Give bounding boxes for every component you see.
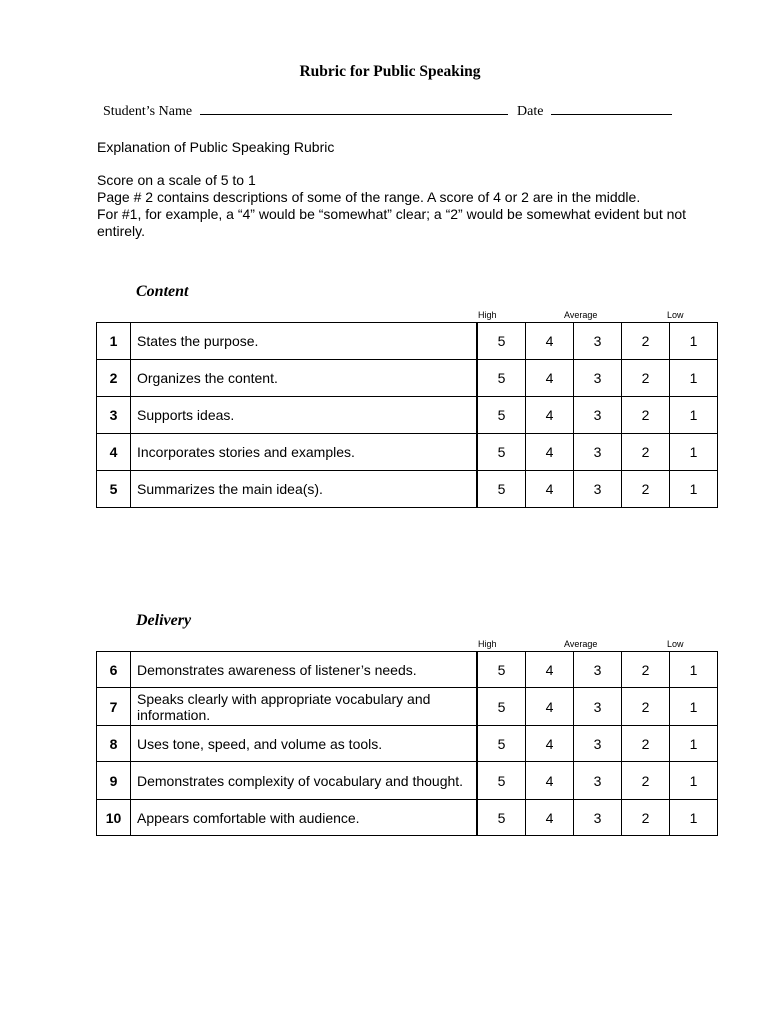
- scale-label-average: Average: [564, 639, 598, 649]
- row-number: 6: [97, 652, 131, 688]
- score-cell[interactable]: 4: [526, 397, 574, 434]
- row-number: 2: [97, 360, 131, 397]
- score-cell[interactable]: 4: [526, 471, 574, 508]
- score-cell[interactable]: 1: [670, 726, 718, 762]
- score-cell[interactable]: 1: [670, 360, 718, 397]
- student-name-field[interactable]: [200, 102, 508, 115]
- score-cell[interactable]: 5: [477, 652, 526, 688]
- score-cell[interactable]: 4: [526, 726, 574, 762]
- intro-line: Score on a scale of 5 to 1: [97, 172, 256, 188]
- row-number: 3: [97, 397, 131, 434]
- score-cell[interactable]: 3: [574, 471, 622, 508]
- score-cell[interactable]: 5: [477, 434, 526, 471]
- scale-label-high: High: [478, 310, 497, 320]
- student-info-line: [103, 102, 672, 120]
- score-cell[interactable]: 3: [574, 360, 622, 397]
- scale-header: [463, 639, 701, 651]
- score-cell[interactable]: 5: [477, 323, 526, 360]
- table-row: [97, 652, 718, 688]
- score-cell[interactable]: 1: [670, 323, 718, 360]
- row-number: 4: [97, 434, 131, 471]
- date-field[interactable]: [551, 102, 672, 115]
- score-cell[interactable]: 1: [670, 800, 718, 836]
- score-cell[interactable]: 5: [477, 397, 526, 434]
- score-cell[interactable]: 4: [526, 800, 574, 836]
- table-row: [97, 471, 718, 508]
- score-cell[interactable]: 5: [477, 800, 526, 836]
- row-number: 1: [97, 323, 131, 360]
- row-number: 7: [97, 688, 131, 726]
- score-cell[interactable]: 2: [622, 397, 670, 434]
- criterion-text: Demonstrates awareness of listener’s needs.: [131, 652, 478, 688]
- score-cell[interactable]: 2: [622, 434, 670, 471]
- score-cell[interactable]: 3: [574, 652, 622, 688]
- table-row: [97, 688, 718, 726]
- score-cell[interactable]: 1: [670, 397, 718, 434]
- score-cell[interactable]: 2: [622, 688, 670, 726]
- score-cell[interactable]: 3: [574, 762, 622, 800]
- date-label: Date: [517, 104, 544, 119]
- score-cell[interactable]: 5: [477, 726, 526, 762]
- scale-label-low: Low: [667, 639, 684, 649]
- scale-label-high: High: [478, 639, 497, 649]
- criterion-text: Incorporates stories and examples.: [131, 434, 478, 471]
- explanation-heading: Explanation of Public Speaking Rubric: [97, 139, 335, 155]
- intro-line: Page # 2 contains descriptions of some of the range. A score of 4 or 2 are in the middle.: [97, 189, 641, 205]
- score-cell[interactable]: 2: [622, 471, 670, 508]
- score-cell[interactable]: 4: [526, 762, 574, 800]
- score-cell[interactable]: 3: [574, 323, 622, 360]
- scale-label-low: Low: [667, 310, 684, 320]
- score-cell[interactable]: 1: [670, 762, 718, 800]
- score-cell[interactable]: 5: [477, 762, 526, 800]
- score-cell[interactable]: 4: [526, 434, 574, 471]
- score-cell[interactable]: 3: [574, 397, 622, 434]
- score-cell[interactable]: 1: [670, 471, 718, 508]
- criterion-text: Summarizes the main idea(s).: [131, 471, 478, 508]
- criterion-text: Speaks clearly with appropriate vocabulary and information.: [131, 688, 478, 726]
- table-row: [97, 762, 718, 800]
- criterion-text: Organizes the content.: [131, 360, 478, 397]
- score-cell[interactable]: 3: [574, 726, 622, 762]
- table-row: [97, 434, 718, 471]
- criterion-text: Supports ideas.: [131, 397, 478, 434]
- score-cell[interactable]: 2: [622, 800, 670, 836]
- scale-label-average: Average: [564, 310, 598, 320]
- table-row: [97, 726, 718, 762]
- row-number: 5: [97, 471, 131, 508]
- score-cell[interactable]: 3: [574, 800, 622, 836]
- score-cell[interactable]: 2: [622, 323, 670, 360]
- score-cell[interactable]: 3: [574, 434, 622, 471]
- section-title-delivery: Delivery: [136, 612, 192, 629]
- score-cell[interactable]: 5: [477, 688, 526, 726]
- content-rubric-table: [96, 322, 718, 508]
- criterion-text: Uses tone, speed, and volume as tools.: [131, 726, 478, 762]
- row-number: 8: [97, 726, 131, 762]
- score-cell[interactable]: 1: [670, 434, 718, 471]
- score-cell[interactable]: 4: [526, 323, 574, 360]
- delivery-rubric-table: [96, 651, 718, 836]
- student-name-label: Student’s Name: [103, 104, 193, 119]
- score-cell[interactable]: 5: [477, 471, 526, 508]
- scale-header: [463, 310, 701, 322]
- score-cell[interactable]: 1: [670, 652, 718, 688]
- score-cell[interactable]: 5: [477, 360, 526, 397]
- intro-text: [97, 172, 717, 240]
- score-cell[interactable]: 4: [526, 360, 574, 397]
- page-title: Rubric for Public Speaking: [299, 63, 481, 80]
- score-cell[interactable]: 2: [622, 652, 670, 688]
- table-row: [97, 323, 718, 360]
- score-cell[interactable]: 2: [622, 726, 670, 762]
- row-number: 9: [97, 762, 131, 800]
- score-cell[interactable]: 2: [622, 762, 670, 800]
- row-number: 10: [97, 800, 131, 836]
- score-cell[interactable]: 4: [526, 688, 574, 726]
- score-cell[interactable]: 2: [622, 360, 670, 397]
- criterion-text: States the purpose.: [131, 323, 478, 360]
- table-row: [97, 360, 718, 397]
- intro-line: For #1, for example, a “4” would be “somewhat” clear; a “2” would be somewhat evident but not entirely.: [97, 206, 687, 239]
- section-title-content: Content: [136, 283, 189, 300]
- score-cell[interactable]: 1: [670, 688, 718, 726]
- criterion-text: Demonstrates complexity of vocabulary and thought.: [131, 762, 478, 800]
- score-cell[interactable]: 4: [526, 652, 574, 688]
- table-row: [97, 800, 718, 836]
- table-row: [97, 397, 718, 434]
- criterion-text: Appears comfortable with audience.: [131, 800, 478, 836]
- score-cell[interactable]: 3: [574, 688, 622, 726]
